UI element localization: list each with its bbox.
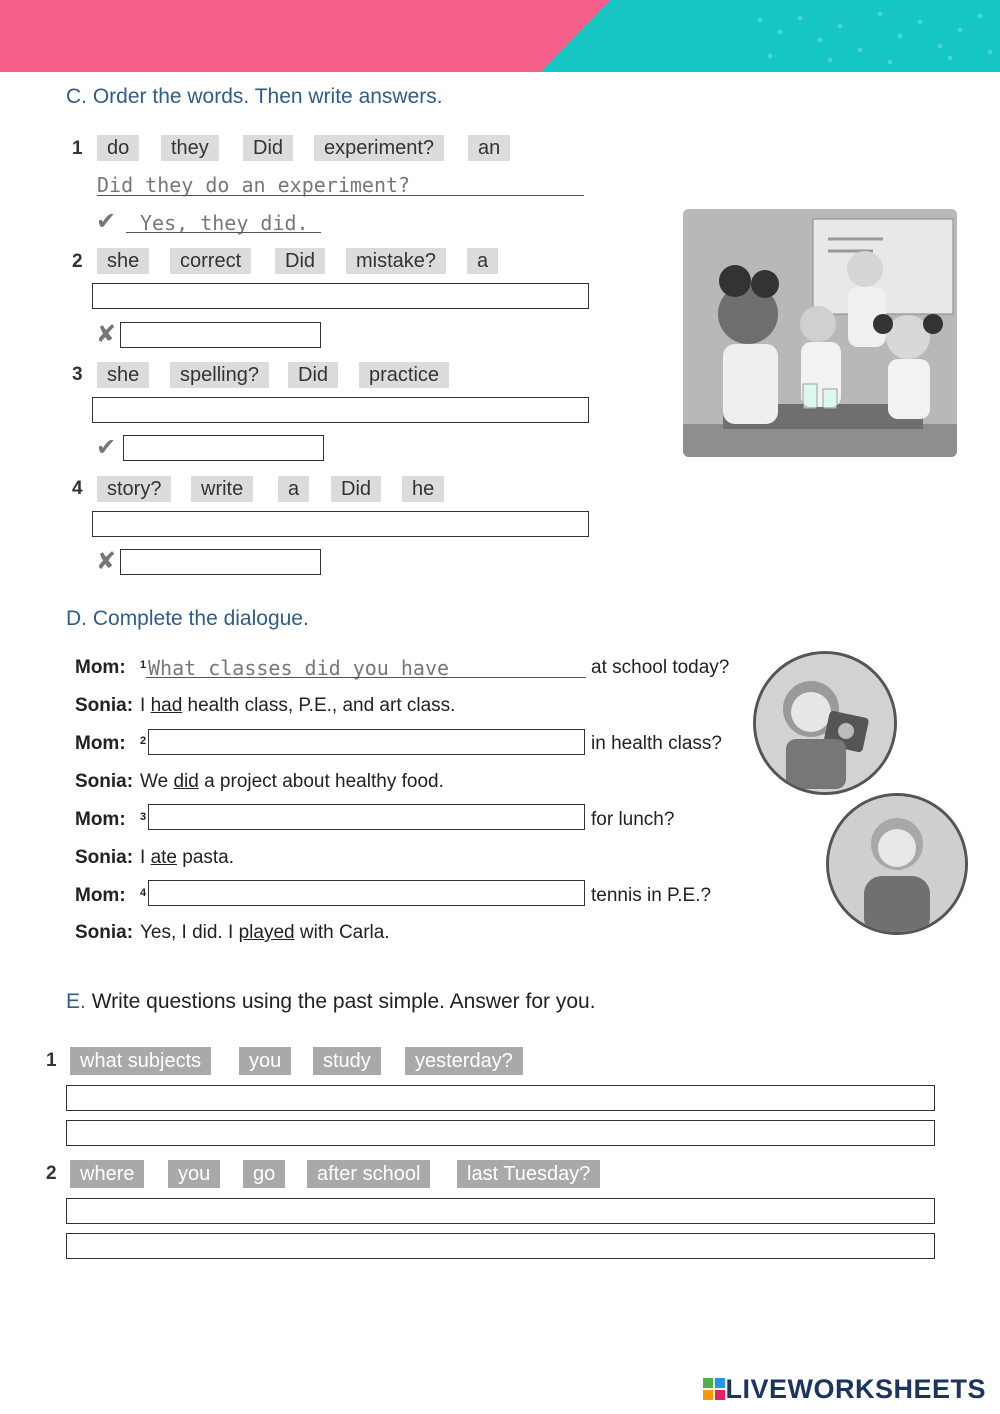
d2-sonia-reply	[140, 695, 455, 717]
d3-line-end: in health class?	[591, 733, 722, 754]
check-icon: ✔	[96, 208, 117, 235]
c4-word-tile: he	[402, 476, 444, 502]
reply-pre: Yes, I did. I	[140, 922, 239, 943]
header-banner	[0, 0, 1000, 72]
speaker-sonia: Sonia:	[75, 695, 134, 716]
reply-verb: ate	[150, 847, 177, 868]
reply-verb: did	[173, 771, 199, 792]
c1-writing-line	[97, 195, 584, 196]
c2-word-tile: Did	[275, 248, 325, 274]
section-c-title: Order the words. Then write answers.	[92, 85, 443, 108]
e1-word-tile: yesterday?	[405, 1047, 523, 1075]
reply-pre: I	[140, 695, 151, 716]
reply-verb: played	[238, 922, 295, 943]
speaker-sonia: Sonia:	[75, 771, 134, 792]
c4-answer-input[interactable]	[120, 549, 321, 575]
sonia-portrait	[753, 651, 897, 795]
dialogue-number	[140, 655, 146, 673]
d1-example-answer: What classes did you have	[148, 656, 450, 680]
section-e-heading	[66, 990, 596, 1014]
lab-scene-icon	[683, 209, 957, 457]
section-d-title: Complete the dialogue.	[92, 607, 309, 630]
dialogue-number	[140, 807, 146, 825]
liveworksheets-logo-icon	[703, 1378, 725, 1400]
c4-word-tile: story?	[97, 476, 171, 502]
dialogue-number-1: 1	[140, 659, 147, 671]
dialogue-number	[140, 883, 146, 901]
c4-word-tile: a	[278, 476, 309, 502]
e2-word-tile: you	[168, 1160, 220, 1188]
section-e-title: Write questions using the past simple. Answer for you.	[91, 990, 596, 1013]
c2-word-tile: mistake?	[346, 248, 446, 274]
c1-word-tile: do	[97, 135, 139, 161]
speaker-sonia: Sonia:	[75, 922, 134, 943]
dialogue-number	[140, 731, 146, 749]
d5-line-end: for lunch?	[591, 809, 675, 830]
c2-answer-input[interactable]	[120, 322, 321, 348]
reply-pre: We	[140, 771, 174, 792]
c3-word-tile: she	[97, 362, 149, 388]
logo-text: LIVEWORKSHEETS	[725, 1374, 986, 1404]
d3-question-input[interactable]	[148, 804, 585, 830]
e1-question-input[interactable]	[66, 1085, 935, 1111]
speaker-mom: Mom:	[75, 733, 126, 754]
d4-question-input[interactable]	[148, 880, 585, 906]
c1-word-tile: Did	[243, 135, 293, 161]
c-item-4-number: 4	[72, 478, 83, 499]
e-item-2-number: 2	[46, 1163, 57, 1184]
c1-word-tile: they	[161, 135, 219, 161]
d2-question-input[interactable]	[148, 729, 585, 755]
speaker-sonia: Sonia:	[75, 847, 134, 868]
c3-word-tile: practice	[359, 362, 449, 388]
dialogue-number-2: 2	[140, 735, 147, 747]
dialogue-number-3: 3	[140, 811, 147, 823]
dialogue-number-4: 4	[140, 887, 147, 899]
cross-icon: ✘	[96, 548, 117, 575]
e2-word-tile: where	[70, 1160, 144, 1188]
section-c-letter: C.	[66, 85, 87, 108]
cross-icon: ✘	[96, 321, 117, 348]
reply-pre: I	[140, 847, 151, 868]
c-item-3-number: 3	[72, 364, 83, 385]
reply-verb: had	[150, 695, 183, 716]
c4-question-input[interactable]	[92, 511, 589, 537]
c4-word-tile: Did	[331, 476, 381, 502]
e2-word-tile: after school	[307, 1160, 430, 1188]
c4-word-tile: write	[191, 476, 253, 502]
c3-word-tile: Did	[288, 362, 338, 388]
c-item-1-number: 1	[72, 138, 83, 159]
section-d-letter: D.	[66, 607, 87, 630]
c2-word-tile: she	[97, 248, 149, 274]
e1-answer-input[interactable]	[66, 1120, 935, 1146]
c1-example-answer: Yes, they did.	[140, 211, 309, 235]
section-e-letter: E.	[66, 990, 86, 1013]
c1-word-tile: experiment?	[314, 135, 444, 161]
e1-word-tile: you	[239, 1047, 291, 1075]
reply-post: pasta.	[176, 847, 235, 868]
c1-word-tile: an	[468, 135, 510, 161]
speaker-mom: Mom:	[75, 657, 126, 678]
check-icon: ✔	[96, 434, 117, 461]
reply-post: with Carla.	[294, 922, 390, 943]
c3-question-input[interactable]	[92, 397, 589, 423]
c2-word-tile: correct	[170, 248, 251, 274]
e2-answer-input[interactable]	[66, 1233, 935, 1259]
c-item-2-number: 2	[72, 251, 83, 272]
c1-example-question: Did they do an experiment?	[97, 173, 411, 197]
d8-sonia-reply	[140, 922, 390, 944]
c2-word-tile: a	[467, 248, 498, 274]
c1-answer-line	[126, 232, 321, 233]
d6-sonia-reply	[140, 847, 234, 869]
d7-line-end: tennis in P.E.?	[591, 885, 712, 906]
d4-sonia-reply	[140, 771, 444, 793]
e1-word-tile: what subjects	[70, 1047, 211, 1075]
d1-line-end: at school today?	[591, 657, 730, 678]
c3-word-tile: spelling?	[170, 362, 269, 388]
liveworksheets-logo[interactable]	[703, 1374, 986, 1405]
e2-question-input[interactable]	[66, 1198, 935, 1224]
e1-word-tile: study	[313, 1047, 381, 1075]
kids-lab-illustration	[683, 209, 957, 457]
e2-word-tile: last Tuesday?	[457, 1160, 600, 1188]
speaker-mom: Mom:	[75, 809, 126, 830]
reply-post: a project about healthy food.	[198, 771, 444, 792]
section-c-heading	[66, 85, 443, 109]
reply-post: health class, P.E., and art class.	[182, 695, 456, 716]
mom-portrait	[826, 793, 968, 935]
e-item-1-number: 1	[46, 1050, 57, 1071]
girl-with-tablet-icon	[756, 654, 894, 792]
d1-writing-line	[146, 677, 586, 678]
c3-answer-input[interactable]	[123, 435, 324, 461]
speaker-mom: Mom:	[75, 885, 126, 906]
c2-question-input[interactable]	[92, 283, 589, 309]
woman-icon	[829, 796, 965, 932]
e2-word-tile: go	[243, 1160, 285, 1188]
section-d-heading	[66, 607, 309, 631]
